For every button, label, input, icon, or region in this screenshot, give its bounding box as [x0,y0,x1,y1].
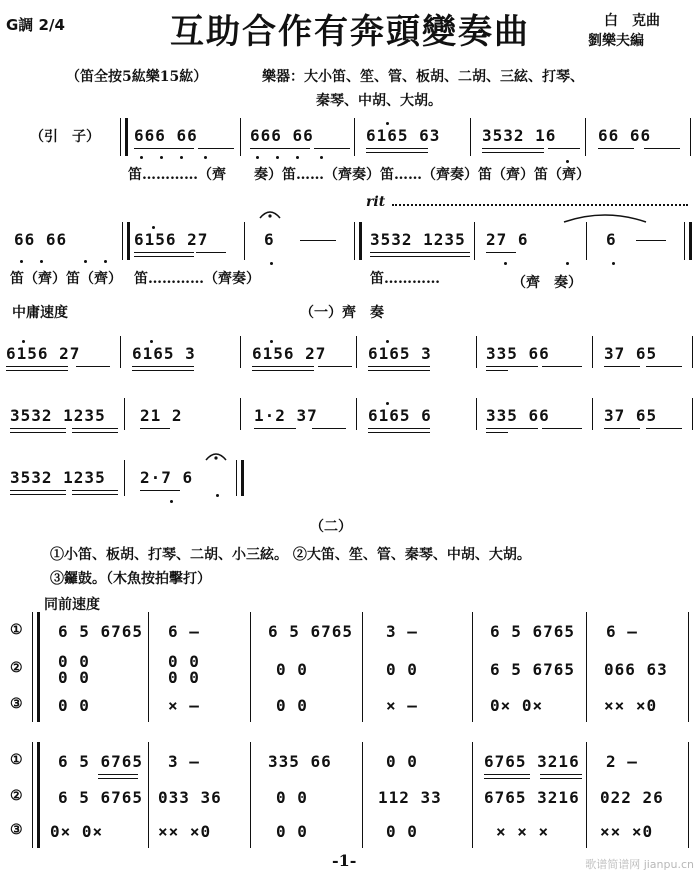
octave-dot [270,340,273,343]
beam [72,428,118,429]
measure: 6156 27 [252,344,327,363]
beam [548,148,580,149]
octave-dot [612,262,615,265]
measure: 335 66 [268,752,332,771]
ritardando-mark: rit [366,194,386,210]
lyrics: 笛（齊）笛（齊） [10,271,122,287]
system-barline [32,742,40,848]
beam [252,370,314,371]
barline [354,222,362,260]
measure: 022 26 [600,788,664,807]
extension-dash [636,240,666,241]
beam [368,428,430,429]
barline [688,742,689,848]
beam [646,366,682,367]
beam [98,774,138,775]
beam [484,778,530,779]
beam [482,148,544,149]
barline [470,118,471,156]
barline [244,222,245,260]
measure: 335 66 [486,406,550,425]
measure: 3532 16 [482,126,557,145]
barline [240,336,241,368]
measure: 6 5 6765 [490,622,576,641]
instruments-line2: 秦琴、中胡、大胡。 [316,93,442,109]
measure: 2 — [606,752,638,771]
measure: 0 0 [58,652,90,671]
beam [486,366,538,367]
barline [472,742,473,848]
section-title: （一）齊 奏 [300,305,384,321]
barline [120,336,121,368]
barline [124,460,125,496]
measure: 666 66 [250,126,314,145]
beam [486,370,508,371]
measure: 6 5 6765 [58,622,144,641]
barline [592,336,593,368]
measure: 0 0 [276,822,308,841]
measure: 3532 1235 [10,468,106,487]
measure: 2·7 6 [140,468,194,487]
beam [598,148,634,149]
measure: 0× 0× [50,822,104,841]
measure: 6 — [606,622,638,641]
arranger: 劉樂夫編 [588,33,644,49]
beam [368,370,430,371]
beam [10,428,66,429]
measure: 0 0 [386,752,418,771]
beam [486,252,516,253]
barline [586,742,587,848]
barline [148,742,149,848]
parts-legend-2: ③鑼鼓。（木魚按拍擊打） [50,571,211,587]
barline [362,612,363,722]
barline [472,612,473,722]
measure: 1·2 37 [254,406,318,425]
flute-note: （笛全按5紘樂15紘） [66,69,208,85]
fermata [258,206,282,220]
octave-dot [180,156,183,159]
measure: 37 65 [604,406,658,425]
barline [148,612,149,722]
beam [196,252,226,253]
measure: 6165 63 [366,126,441,145]
beam [484,774,530,775]
fermata [204,448,228,462]
barline [240,118,241,156]
beam [10,432,66,433]
measure: 21 2 [140,406,183,425]
barline [362,742,363,848]
octave-dot [386,340,389,343]
octave-dot [40,260,43,263]
measure: 0 0 [276,788,308,807]
measure: 3 — [386,622,418,641]
beam [6,370,68,371]
beam [644,148,680,149]
part-label: ③ [10,696,23,712]
octave-dot [216,494,219,497]
measure: 3 — [168,752,200,771]
beam [370,252,430,253]
beam [132,366,194,367]
beam [250,148,310,149]
octave-dot [566,160,569,163]
octave-dot [320,156,323,159]
beam [366,148,428,149]
measure: 66 66 [598,126,652,145]
barline [476,398,477,430]
measure: 0 0 [58,696,90,715]
measure: 0 0 [168,652,200,671]
measure: × — [386,696,418,715]
lyrics: 笛………… [370,271,440,287]
start-barline [120,118,128,156]
intro-lyrics-1: 笛…………（齊 奏）笛……（齊奏）笛……（齊奏）笛（齊）笛（齊） [128,167,590,183]
measure: 6 — [168,622,200,641]
beam [134,148,194,149]
tie-arc [560,210,650,224]
measure: 6165 3 [132,344,196,363]
beam [540,778,582,779]
measure: 6765 3216 [484,752,580,771]
beam [430,256,470,257]
barline [592,398,593,430]
measure: 6 5 6765 [490,660,576,679]
octave-dot [84,260,87,263]
measure: 3532 1235 [370,230,466,249]
part-label: ② [10,660,23,676]
octave-dot [170,500,173,503]
lyrics: 笛…………（齊奏） [134,271,260,287]
beam [370,256,430,257]
part-label: ② [10,788,23,804]
octave-dot [22,340,25,343]
octave-dot [104,260,107,263]
system-barline [32,612,40,722]
beam [254,428,296,429]
octave-dot [386,122,389,125]
beam [252,366,314,367]
measure: 112 33 [378,788,442,807]
measure: 37 65 [604,344,658,363]
beam [604,428,640,429]
octave-dot [504,262,507,265]
barline [122,222,130,260]
tempo-marking: 中庸速度 [12,305,68,321]
parts-legend-1: ①小笛、板胡、打琴、二胡、小三絃。 ②大笛、笙、管、秦琴、中胡、大胡。 [50,547,531,563]
barline [690,118,691,156]
beam [72,490,118,491]
watermark: 歌谱简谱网 jianpu.cn [585,858,694,871]
measure: 0 0 [58,668,90,687]
measure: 0 0 [386,660,418,679]
measure: 0 0 [276,696,308,715]
octave-dot [270,262,273,265]
octave-dot [150,340,153,343]
measure: × — [168,696,200,715]
measure: 6 5 6765 [58,752,144,771]
beam [72,494,118,495]
measure: 27 6 [486,230,529,249]
rit-extension [392,204,688,206]
beam [134,252,194,253]
measure: × × × [496,822,550,841]
beam [366,152,428,153]
intro-label: （引 子） [30,129,100,145]
beam [312,428,346,429]
page-title: 互助合作有奔頭變奏曲 [170,12,530,52]
beam [542,366,582,367]
octave-dot [566,262,569,265]
barline [124,398,125,430]
key-signature: G調 2/4 [6,16,65,34]
barline [692,398,693,430]
barline [688,612,689,722]
barline [356,398,357,430]
barline [356,336,357,368]
barline [586,222,587,260]
measure: 033 36 [158,788,222,807]
beam [482,152,544,153]
measure: 335 66 [486,344,550,363]
lyrics: （齊 奏） [512,275,582,291]
measure: 3532 1235 [10,406,106,425]
measure: ×× ×0 [604,696,658,715]
barline [586,612,587,722]
beam [318,366,352,367]
beam [198,148,234,149]
octave-dot [140,156,143,159]
measure: 66 66 [14,230,68,249]
barline [476,336,477,368]
beam [10,490,66,491]
measure: 6 5 6765 [58,788,144,807]
beam [486,428,538,429]
tempo-marking: 同前速度 [44,597,100,613]
beam [10,494,66,495]
measure: 6 [606,230,617,249]
page-number: -1- [332,851,357,870]
barline [474,222,475,260]
barline [692,336,693,368]
part-label: ① [10,752,23,768]
measure: 0× 0× [490,696,544,715]
barline [240,398,241,430]
octave-dot [276,156,279,159]
measure: 0 0 [168,668,200,687]
beam [72,432,118,433]
beam [486,432,508,433]
octave-dot [152,226,155,229]
composer: 白 克曲 [604,13,660,29]
barline [354,118,355,156]
beam [134,256,194,257]
measure: 6156 27 [6,344,81,363]
beam [368,366,430,367]
measure: 0 0 [386,822,418,841]
instruments-line1: 樂器：大小笛、笙、管、板胡、二胡、三絃、打琴、 [262,69,584,85]
beam [98,778,138,779]
octave-dot [256,156,259,159]
beam [132,370,194,371]
beam [604,366,640,367]
beam [6,366,68,367]
beam [540,774,582,775]
barline [250,612,251,722]
measure: 6765 3216 [484,788,580,807]
measure: 6156 27 [134,230,209,249]
measure: 6165 6 [368,406,432,425]
measure: ×× ×0 [158,822,212,841]
section-title: （二） [310,519,352,535]
octave-dot [160,156,163,159]
beam [646,428,682,429]
octave-dot [204,156,207,159]
barline [250,742,251,848]
extension-dash [300,240,336,241]
measure: 066 63 [604,660,668,679]
barline [585,118,586,156]
beam [140,490,180,491]
measure: 6 [264,230,275,249]
part-label: ③ [10,822,23,838]
part-label: ① [10,622,23,638]
beam [314,148,350,149]
beam [76,366,110,367]
measure: 6 5 6765 [268,622,354,641]
beam [430,252,470,253]
beam [140,428,170,429]
octave-dot [386,402,389,405]
beam [542,428,582,429]
octave-dot [20,260,23,263]
end-barline [236,460,244,496]
measure: 666 66 [134,126,198,145]
measure: 0 0 [276,660,308,679]
octave-dot [296,156,299,159]
measure: 6165 3 [368,344,432,363]
measure: ×× ×0 [600,822,654,841]
beam [368,432,430,433]
end-barline [684,222,692,260]
